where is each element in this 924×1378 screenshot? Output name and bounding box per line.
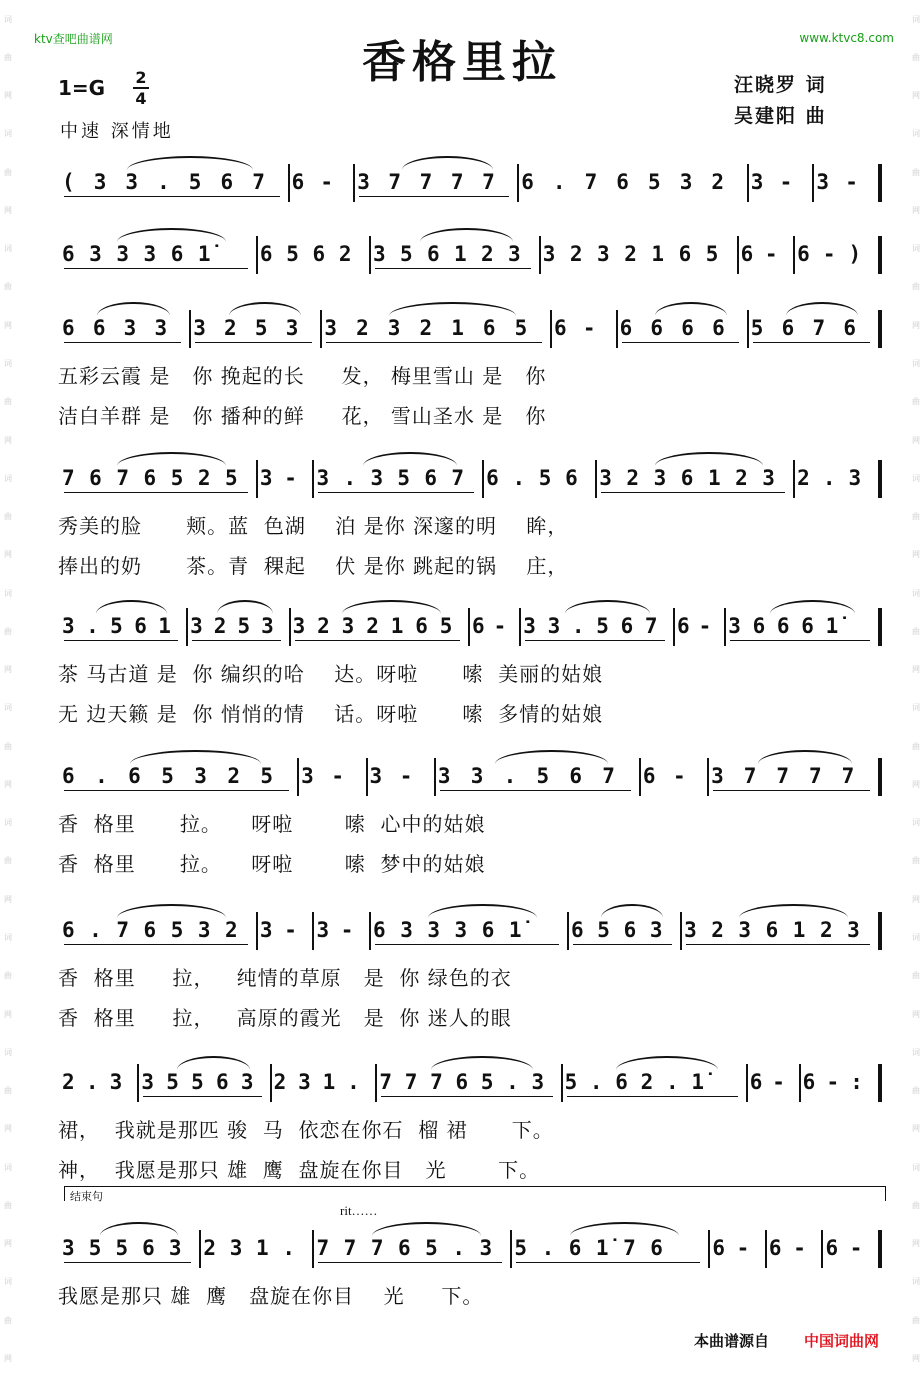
measure: 6-: bbox=[802, 1070, 875, 1094]
key-signature: 1=G bbox=[58, 76, 106, 100]
watermark-glyph: 网 bbox=[912, 779, 920, 789]
measure: 3236123 bbox=[599, 466, 790, 490]
bar-line bbox=[539, 236, 541, 274]
watermark-glyph: 网 bbox=[912, 665, 920, 675]
site-url-right[interactable]: www.ktvc8.com bbox=[799, 31, 894, 45]
lyric-line: 我愿是那只 雄 鹰 盘旋在你目 光 下。 bbox=[58, 1284, 484, 1308]
measure: 6- bbox=[768, 1236, 818, 1260]
slur bbox=[117, 904, 226, 918]
measure: 5.61̇76 bbox=[514, 1236, 678, 1260]
beam-underline bbox=[64, 268, 248, 269]
measure: 36661̇ bbox=[728, 614, 850, 638]
lyric-line: 无 边天籁 是 你 悄悄的情 话。呀啦 嗦 多情的姑娘 bbox=[58, 702, 604, 726]
bar-line bbox=[821, 1230, 823, 1268]
watermark-glyph: 词 bbox=[4, 703, 12, 713]
bar-line bbox=[708, 1230, 710, 1268]
measure: 3- bbox=[259, 918, 309, 942]
beam-underline bbox=[318, 492, 474, 493]
bar-line bbox=[812, 164, 814, 202]
watermark-glyph: 词 bbox=[912, 588, 920, 598]
slur bbox=[420, 228, 513, 242]
lyric-line: 神， 我愿是那只 雄 鹰 盘旋在你目 光 下。 bbox=[58, 1158, 541, 1182]
slur bbox=[786, 302, 858, 316]
bar-line bbox=[724, 608, 726, 646]
watermark-glyph: 词 bbox=[912, 1047, 920, 1057]
watermark-glyph: 词 bbox=[912, 244, 920, 254]
watermark-glyph: 曲 bbox=[912, 741, 920, 751]
measure: 3- bbox=[750, 170, 809, 194]
credits bbox=[734, 70, 827, 132]
watermark-glyph: 曲 bbox=[912, 167, 920, 177]
measure: 6.76532 bbox=[521, 170, 744, 194]
bar-line bbox=[793, 460, 795, 498]
bar-line bbox=[793, 236, 795, 274]
footer-site-link[interactable]: 中国词曲网 bbox=[804, 1332, 880, 1350]
bar-line bbox=[616, 310, 618, 348]
bar-line bbox=[369, 912, 371, 950]
watermark-glyph: 曲 bbox=[912, 52, 920, 62]
watermark-glyph: 曲 bbox=[4, 1200, 12, 1210]
bar-line bbox=[878, 460, 882, 498]
measure: 6.76532 bbox=[62, 918, 253, 942]
beam-underline bbox=[318, 1262, 502, 1263]
bar-line bbox=[199, 1230, 201, 1268]
watermark-glyph: 曲 bbox=[912, 1200, 920, 1210]
bar-line bbox=[189, 310, 191, 348]
bar-line bbox=[288, 164, 290, 202]
beam-underline bbox=[601, 492, 785, 493]
beam-underline bbox=[622, 342, 739, 343]
time-signature bbox=[132, 68, 150, 108]
measure: 33.567 bbox=[437, 764, 636, 788]
tempo-marking: 中速 深情地 bbox=[60, 121, 174, 142]
measure: 37777 bbox=[357, 170, 514, 194]
bar-line bbox=[737, 236, 739, 274]
beam-underline bbox=[295, 640, 460, 641]
watermark-glyph: 词 bbox=[912, 1162, 920, 1172]
bar-line bbox=[595, 460, 597, 498]
measure: 7676525 bbox=[62, 466, 253, 490]
beam-underline bbox=[64, 640, 178, 641]
watermark-glyph: 网 bbox=[912, 894, 920, 904]
watermark-glyph: 词 bbox=[4, 818, 12, 828]
slur bbox=[601, 904, 663, 918]
watermark-glyph: 网 bbox=[4, 1353, 12, 1363]
bar-line bbox=[137, 1064, 139, 1102]
watermark-glyph: 词 bbox=[912, 818, 920, 828]
beam-underline bbox=[375, 944, 559, 945]
slur bbox=[739, 904, 848, 918]
slur bbox=[655, 452, 764, 466]
beam-underline bbox=[730, 640, 870, 641]
slur bbox=[130, 750, 262, 764]
watermark-glyph: 网 bbox=[912, 435, 920, 445]
bar-line bbox=[186, 608, 188, 646]
measure: 77765.3 bbox=[316, 1236, 507, 1260]
beam-underline bbox=[516, 1262, 700, 1263]
slur bbox=[431, 1056, 533, 1070]
watermark-glyph: 曲 bbox=[4, 741, 12, 751]
beam-underline bbox=[525, 640, 665, 641]
measure: 6- bbox=[554, 316, 612, 340]
measure: 6- bbox=[749, 1070, 795, 1094]
footer-source: 本曲谱源自 bbox=[694, 1332, 770, 1350]
measure: 3232165 bbox=[292, 614, 465, 638]
slur bbox=[372, 1222, 481, 1236]
bar-line bbox=[878, 758, 882, 796]
bar-line bbox=[680, 912, 682, 950]
beam-underline bbox=[713, 790, 870, 791]
measure: 5.62.1̇ bbox=[564, 1070, 717, 1094]
watermark-glyph: 网 bbox=[912, 320, 920, 330]
bar-line bbox=[366, 758, 368, 796]
bar-line bbox=[746, 1064, 748, 1102]
watermark-glyph: 词 bbox=[4, 1277, 12, 1287]
slur bbox=[96, 600, 166, 614]
bar-line bbox=[639, 758, 641, 796]
coda-label: 结束句 bbox=[70, 1190, 103, 1203]
slur bbox=[770, 600, 855, 614]
coda-bracket bbox=[64, 1186, 886, 1201]
watermark-glyph: 曲 bbox=[912, 282, 920, 292]
measure: 3- bbox=[301, 764, 362, 788]
measure: 77765.3 bbox=[379, 1070, 557, 1094]
bar-line bbox=[312, 912, 314, 950]
slur bbox=[389, 302, 515, 316]
bar-line bbox=[320, 310, 322, 348]
beam-underline bbox=[64, 342, 181, 343]
measure: 3- bbox=[369, 764, 430, 788]
slur bbox=[616, 1056, 718, 1070]
watermark-glyph: 网 bbox=[4, 779, 12, 789]
bar-line bbox=[517, 164, 519, 202]
measure: 3- bbox=[259, 466, 309, 490]
lyricist: 汪晓罗 词 bbox=[734, 74, 827, 96]
bar-line bbox=[567, 912, 569, 950]
watermark-glyph: 网 bbox=[4, 435, 12, 445]
slur bbox=[342, 600, 441, 614]
slur bbox=[217, 600, 273, 614]
ritardando-marking: rit…… bbox=[340, 1203, 378, 1218]
measure: 6-) bbox=[797, 242, 875, 266]
slur bbox=[758, 750, 852, 764]
watermark-glyph: 网 bbox=[4, 91, 12, 101]
measure: 6- bbox=[740, 242, 790, 266]
lyric-line: 茶 马古道 是 你 编织的哈 达。呀啦 嗦 美丽的姑娘 bbox=[58, 662, 604, 686]
measure: 3253 bbox=[193, 316, 317, 340]
measure: 37777 bbox=[711, 764, 875, 788]
slur bbox=[177, 1056, 250, 1070]
beam-underline bbox=[753, 342, 870, 343]
slur bbox=[97, 302, 169, 316]
beam-underline bbox=[381, 1096, 552, 1097]
watermark-glyph: 曲 bbox=[4, 167, 12, 177]
beam-underline bbox=[573, 944, 672, 945]
watermark-glyph: 曲 bbox=[4, 397, 12, 407]
slur bbox=[402, 156, 492, 170]
bar-line bbox=[297, 758, 299, 796]
beam-underline bbox=[195, 342, 312, 343]
bar-line bbox=[482, 460, 484, 498]
measure: 633361̇ bbox=[373, 918, 537, 942]
bar-line bbox=[256, 236, 258, 274]
beam-underline bbox=[64, 944, 248, 945]
bar-line bbox=[550, 310, 552, 348]
watermark-glyph: 曲 bbox=[4, 626, 12, 636]
slur bbox=[117, 452, 226, 466]
measure: 3.3567 bbox=[316, 466, 479, 490]
watermark-left bbox=[0, 0, 16, 1378]
bar-line bbox=[375, 1064, 377, 1102]
measure: 231. bbox=[203, 1236, 309, 1260]
measure: 6- bbox=[291, 170, 350, 194]
measure: 2.3 bbox=[62, 1070, 134, 1094]
watermark-glyph: 网 bbox=[912, 1353, 920, 1363]
watermark-glyph: 词 bbox=[4, 473, 12, 483]
watermark-glyph: 网 bbox=[4, 1009, 12, 1019]
watermark-glyph: 词 bbox=[912, 703, 920, 713]
bar-line bbox=[561, 1064, 563, 1102]
measure: 6- bbox=[825, 1236, 875, 1260]
lyric-line: 香 格里 拉， 高原的霞光 是 你 迷人的眼 bbox=[58, 1006, 512, 1030]
measure: 6- bbox=[712, 1236, 761, 1260]
watermark-glyph: 网 bbox=[912, 205, 920, 215]
lyric-line: 秀美的脸 颊。蓝 色湖 泊 是你 深邃的明 眸， bbox=[58, 514, 569, 538]
slur bbox=[428, 904, 537, 918]
watermark-glyph: 词 bbox=[4, 359, 12, 369]
watermark-glyph: 曲 bbox=[4, 1315, 12, 1325]
slur bbox=[100, 1222, 178, 1236]
measure: 231. bbox=[273, 1070, 372, 1094]
watermark-glyph: 曲 bbox=[4, 1086, 12, 1096]
measure: 6- bbox=[472, 614, 516, 638]
bar-line bbox=[799, 1064, 801, 1102]
beam-underline bbox=[192, 640, 281, 641]
watermark-glyph: 曲 bbox=[4, 856, 12, 866]
measure: 3253 bbox=[190, 614, 285, 638]
lyric-line: 捧出的奶 茶。青 稞起 伏 是你 跳起的锅 庄， bbox=[58, 554, 569, 578]
watermark-glyph: 曲 bbox=[912, 512, 920, 522]
bar-line bbox=[878, 1230, 882, 1268]
watermark-glyph: 曲 bbox=[4, 971, 12, 981]
watermark-glyph: 词 bbox=[912, 14, 920, 24]
time-denominator: 4 bbox=[135, 89, 147, 108]
lyric-line: 裙， 我就是那匹 骏 马 依恋在你石 榴 裙 下。 bbox=[58, 1118, 554, 1142]
measure: 6666 bbox=[619, 316, 743, 340]
bar-line bbox=[878, 236, 882, 274]
measure: 6- bbox=[642, 764, 704, 788]
watermark-glyph: 词 bbox=[912, 129, 920, 139]
bar-line bbox=[434, 758, 436, 796]
watermark-glyph: 网 bbox=[912, 1239, 920, 1249]
watermark-glyph: 网 bbox=[4, 320, 12, 330]
measure: 6.56 bbox=[486, 466, 592, 490]
watermark-glyph: 网 bbox=[4, 1124, 12, 1134]
measure: 356123 bbox=[373, 242, 535, 266]
watermark-glyph: 词 bbox=[4, 1047, 12, 1057]
bar-line bbox=[878, 912, 882, 950]
beam-underline bbox=[375, 268, 531, 269]
watermark-glyph: 网 bbox=[4, 665, 12, 675]
watermark-glyph: 曲 bbox=[912, 626, 920, 636]
watermark-glyph: 词 bbox=[912, 933, 920, 942]
watermark-glyph: 曲 bbox=[912, 1086, 920, 1096]
bar-line bbox=[312, 1230, 314, 1268]
beam-underline bbox=[686, 944, 870, 945]
watermark-glyph: 词 bbox=[4, 14, 12, 24]
measure: 633361̇ bbox=[62, 242, 226, 266]
watermark-glyph: 词 bbox=[912, 1277, 920, 1287]
slur bbox=[229, 302, 301, 316]
beam-underline bbox=[64, 790, 289, 791]
watermark-glyph: 网 bbox=[4, 894, 12, 904]
measure: 33.567 bbox=[523, 614, 670, 638]
watermark-glyph: 曲 bbox=[4, 512, 12, 522]
watermark-glyph: 网 bbox=[912, 1124, 920, 1134]
bar-line bbox=[765, 1230, 767, 1268]
watermark-glyph: 词 bbox=[912, 473, 920, 483]
measure: 3- bbox=[816, 170, 875, 194]
beam-underline bbox=[64, 1262, 191, 1263]
watermark-glyph: 网 bbox=[4, 1239, 12, 1249]
watermark-glyph: 曲 bbox=[4, 282, 12, 292]
watermark-glyph: 词 bbox=[4, 933, 12, 942]
watermark-glyph: 词 bbox=[4, 244, 12, 254]
watermark-glyph: 词 bbox=[912, 359, 920, 369]
measure: 3232165 bbox=[542, 242, 733, 266]
watermark-glyph: 曲 bbox=[912, 397, 920, 407]
slur bbox=[127, 156, 253, 170]
watermark-glyph: 曲 bbox=[912, 971, 920, 981]
bar-line bbox=[878, 164, 882, 202]
slur bbox=[565, 600, 650, 614]
measure: 6562 bbox=[259, 242, 366, 266]
slur bbox=[570, 1222, 679, 1236]
measure: 3232165 bbox=[324, 316, 547, 340]
bar-line bbox=[707, 758, 709, 796]
bar-line bbox=[747, 310, 749, 348]
song-title: 香格里拉 bbox=[362, 37, 562, 88]
watermark-glyph: 曲 bbox=[912, 1315, 920, 1325]
watermark-glyph: 网 bbox=[912, 550, 920, 560]
bar-line bbox=[256, 460, 258, 498]
watermark-glyph: 网 bbox=[4, 205, 12, 215]
time-numerator: 2 bbox=[135, 68, 147, 87]
beam-underline bbox=[326, 342, 542, 343]
beam-underline bbox=[567, 1096, 738, 1097]
bar-line bbox=[519, 608, 521, 646]
beam-underline bbox=[440, 790, 631, 791]
lyric-line: 香 格里 拉。 呀啦 嗦 心中的姑娘 bbox=[58, 812, 486, 836]
bar-line bbox=[673, 608, 675, 646]
lyric-line: 洁白羊群 是 你 播种的鲜 花， 雪山圣水 是 你 bbox=[58, 404, 547, 428]
slur bbox=[363, 452, 456, 466]
watermark-glyph: 曲 bbox=[4, 52, 12, 62]
watermark-glyph: 曲 bbox=[912, 856, 920, 866]
bar-line bbox=[747, 164, 749, 202]
bar-line bbox=[270, 1064, 272, 1102]
beam-underline bbox=[64, 196, 280, 197]
measure: 3236123 bbox=[684, 918, 875, 942]
bar-line bbox=[353, 164, 355, 202]
beam-underline bbox=[64, 492, 248, 493]
bar-line bbox=[878, 310, 882, 348]
site-logo-left[interactable]: ktv查吧曲谱网 bbox=[34, 32, 113, 46]
watermark-glyph: 词 bbox=[4, 129, 12, 139]
beam-underline bbox=[143, 1096, 261, 1097]
measure: 6633 bbox=[62, 316, 186, 340]
watermark-glyph: 网 bbox=[912, 91, 920, 101]
lyric-line: 香 格里 拉， 纯情的草原 是 你 绿色的衣 bbox=[58, 966, 512, 990]
measure: 6- bbox=[677, 614, 721, 638]
watermark-glyph: 词 bbox=[4, 588, 12, 598]
slur bbox=[117, 228, 226, 242]
measure: 3.561 bbox=[62, 614, 183, 638]
slur bbox=[495, 750, 608, 764]
measure: 35563 bbox=[62, 1236, 196, 1260]
lyric-line: 五彩云霞 是 你 挽起的长 发， 梅里雪山 是 你 bbox=[58, 364, 547, 388]
measure: 35563 bbox=[141, 1070, 266, 1094]
bar-line bbox=[256, 912, 258, 950]
measure: 3- bbox=[316, 918, 366, 942]
watermark-glyph: 网 bbox=[912, 1009, 920, 1019]
lyric-line: 香 格里 拉。 呀啦 嗦 梦中的姑娘 bbox=[58, 852, 486, 876]
bar-line bbox=[312, 460, 314, 498]
measure: 5676 bbox=[750, 316, 875, 340]
bar-line bbox=[369, 236, 371, 274]
bar-line bbox=[878, 608, 882, 646]
slur bbox=[655, 302, 727, 316]
bar-line bbox=[468, 608, 470, 646]
bar-line bbox=[510, 1230, 512, 1268]
watermark-right bbox=[908, 0, 924, 1378]
composer: 吴建阳 曲 bbox=[734, 105, 827, 127]
beam-underline bbox=[359, 196, 509, 197]
watermark-glyph: 词 bbox=[4, 1162, 12, 1172]
measure: (33.567 bbox=[62, 170, 284, 194]
measure: 6.65325 bbox=[62, 764, 294, 788]
measure: 6563 bbox=[570, 918, 677, 942]
bar-line bbox=[289, 608, 291, 646]
bar-line bbox=[878, 1064, 882, 1102]
measure: 2.3 bbox=[797, 466, 875, 490]
watermark-glyph: 网 bbox=[4, 550, 12, 560]
